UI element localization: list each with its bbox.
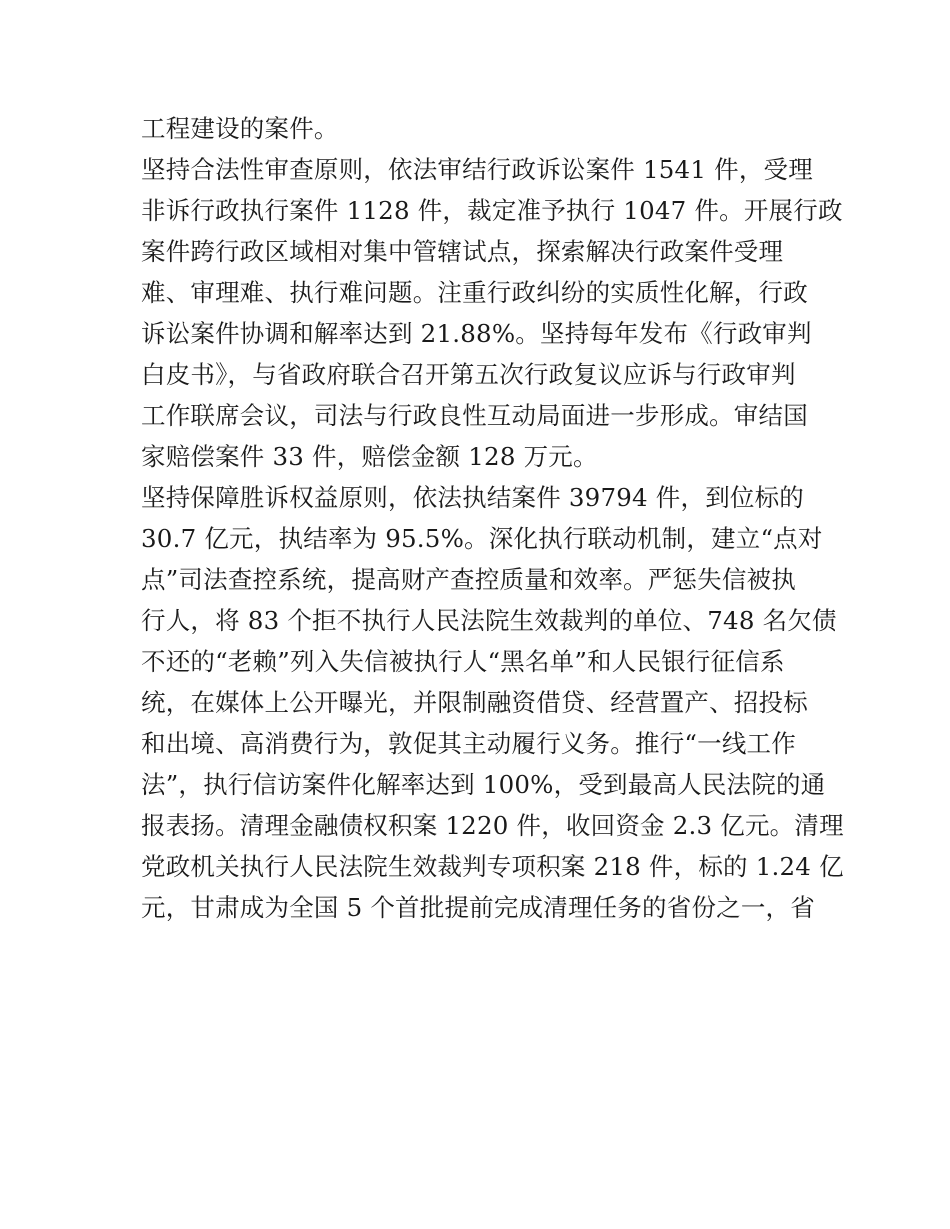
text-line: 和出境、高消费行为，敦促其主动履行义务。推行“一线工作 xyxy=(141,729,796,758)
text-line: 坚持保障胜诉权益原则，依法执结案件 39794 件，到位标的 xyxy=(141,483,805,512)
text-line: 工程建设的案件。 xyxy=(141,114,339,143)
text-line: 点”司法查控系统，提高财产查控质量和效率。严惩失信被执 xyxy=(141,565,796,594)
text-line: 家赔偿案件 33 件，赔偿金额 128 万元。 xyxy=(141,442,598,471)
text-line: 行人，将 83 个拒不执行人民法院生效裁判的单位、748 名欠债 xyxy=(141,606,837,635)
text-line: 白皮书》，与省政府联合召开第五次行政复议应诉与行政审判 xyxy=(141,360,796,389)
text-line: 法”，执行信访案件化解率达到 100%，受到最高人民法院的通 xyxy=(141,770,826,799)
text-line: 坚持合法性审查原则，依法审结行政诉讼案件 1541 件，受理 xyxy=(141,155,813,184)
text-line: 案件跨行政区域相对集中管辖试点，探索解决行政案件受理 xyxy=(141,237,784,266)
text-line: 元，甘肃成为全国 5 个首批提前完成清理任务的省份之一，省 xyxy=(141,893,815,922)
text-line: 不还的“老赖”列入失信被执行人“黑名单”和人民银行征信系 xyxy=(141,647,785,676)
text-line: 30.7 亿元，执结率为 95.5%。深化执行联动机制，建立“点对 xyxy=(141,524,823,553)
document-body xyxy=(141,108,844,928)
text-line: 报表扬。清理金融债权积案 1220 件，收回资金 2.3 亿元。清理 xyxy=(141,811,844,840)
text-line: 难、审理难、执行难问题。注重行政纠纷的实质性化解，行政 xyxy=(141,278,808,307)
text-line: 诉讼案件协调和解率达到 21.88%。坚持每年发布《行政审判 xyxy=(141,319,812,348)
text-line: 非诉行政执行案件 1128 件，裁定准予执行 1047 件。开展行政 xyxy=(141,196,843,225)
text-line: 统，在媒体上公开曝光，并限制融资借贷、经营置产、招投标 xyxy=(141,688,808,717)
text-line: 党政机关执行人民法院生效裁判专项积案 218 件，标的 1.24 亿 xyxy=(141,852,844,881)
text-line: 工作联席会议，司法与行政良性互动局面进一步形成。审结国 xyxy=(141,401,808,430)
